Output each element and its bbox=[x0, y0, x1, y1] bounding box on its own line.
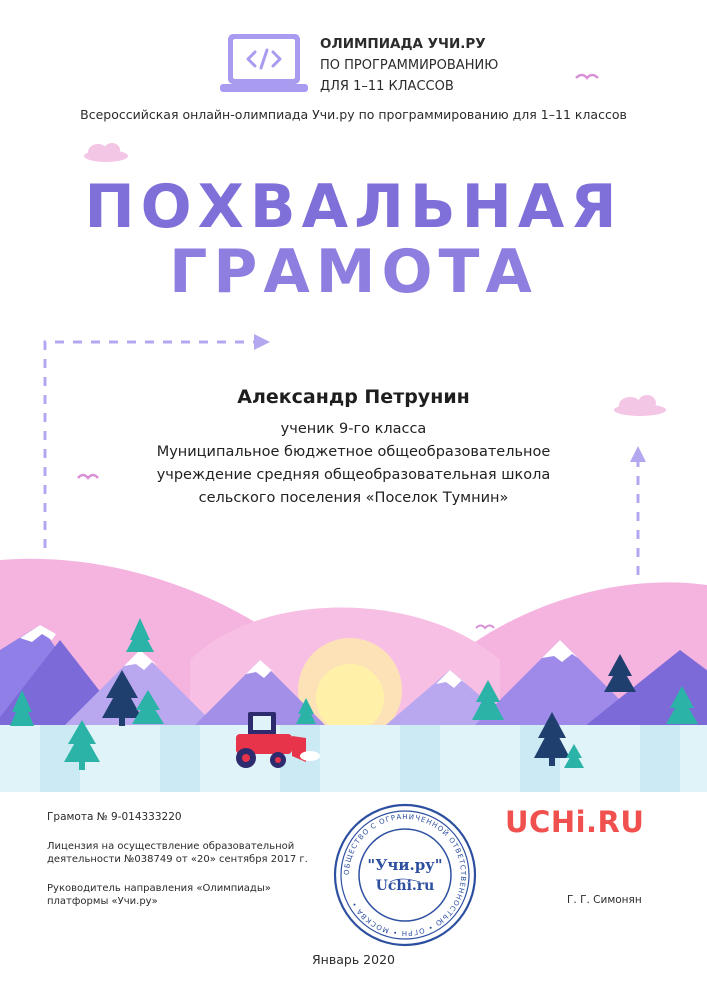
recipient-name: Александр Петрунин bbox=[237, 386, 470, 408]
header bbox=[218, 30, 538, 100]
uchi-ru-logo: UCHi.RU bbox=[505, 805, 645, 839]
olympiad-grades: ДЛЯ 1–11 КЛАССОВ bbox=[320, 79, 454, 94]
snow-ground bbox=[0, 725, 707, 792]
stamp-center-line2: Uchi.ru bbox=[375, 878, 435, 894]
certificate-title-line1: ПОХВАЛЬНАЯ bbox=[84, 172, 623, 242]
winter-landscape-illustration bbox=[0, 530, 707, 792]
laptop-code-icon bbox=[218, 30, 310, 96]
school-line-1: Муниципальное бюджетное общеобразовательное bbox=[156, 444, 551, 460]
sun-core bbox=[316, 664, 384, 732]
subtitle: Всероссийская онлайн-олимпиада Учи.ру по программированию для 1–11 классов bbox=[80, 107, 627, 122]
school-line-2: учреждение средняя общеобразовательная школа bbox=[156, 467, 551, 483]
olympiad-title: ОЛИМПИАДА УЧИ.РУ bbox=[320, 36, 486, 52]
school-line-3: сельского поселения «Поселок Тумнин» bbox=[198, 490, 509, 506]
signer-name: Г. Г. Симонян bbox=[567, 894, 642, 906]
certificate-number: Грамота № 9-014333220 bbox=[47, 811, 182, 823]
issue-date: Январь 2020 bbox=[312, 952, 395, 967]
license-info bbox=[47, 840, 308, 866]
recipient-grade: ученик 9-го класса bbox=[280, 421, 427, 437]
bird-icon bbox=[576, 75, 598, 78]
license-line-1: Лицензия на осуществление образовательной bbox=[47, 841, 295, 852]
svg-text:ОБЩЕСТВО С ОГРАНИЧЕННОЙ ОТВЕТС bbox=[343, 813, 467, 937]
director-line-1: Руководитель направления «Олимпиады» bbox=[47, 883, 271, 894]
certificate-title-line2: ГРАМОТА bbox=[169, 237, 538, 307]
stamp-center-line1: "Учи.ру" bbox=[367, 856, 443, 874]
official-stamp bbox=[330, 800, 480, 950]
license-line-2: деятельности №038749 от «20» сентября 2017 г. bbox=[47, 854, 308, 865]
header-text bbox=[320, 34, 498, 97]
cloud-icon bbox=[84, 143, 128, 162]
director-info bbox=[47, 882, 271, 908]
director-line-2: платформы «Учи.ру» bbox=[47, 896, 158, 907]
olympiad-subject: ПО ПРОГРАММИРОВАНИЮ bbox=[320, 58, 499, 73]
stamp-ring-text: ОБЩЕСТВО С ОГРАНИЧЕННОЙ ОТВЕТСТВЕННОСТЬЮ • ОГРН • МОСКВА • bbox=[342, 812, 468, 938]
